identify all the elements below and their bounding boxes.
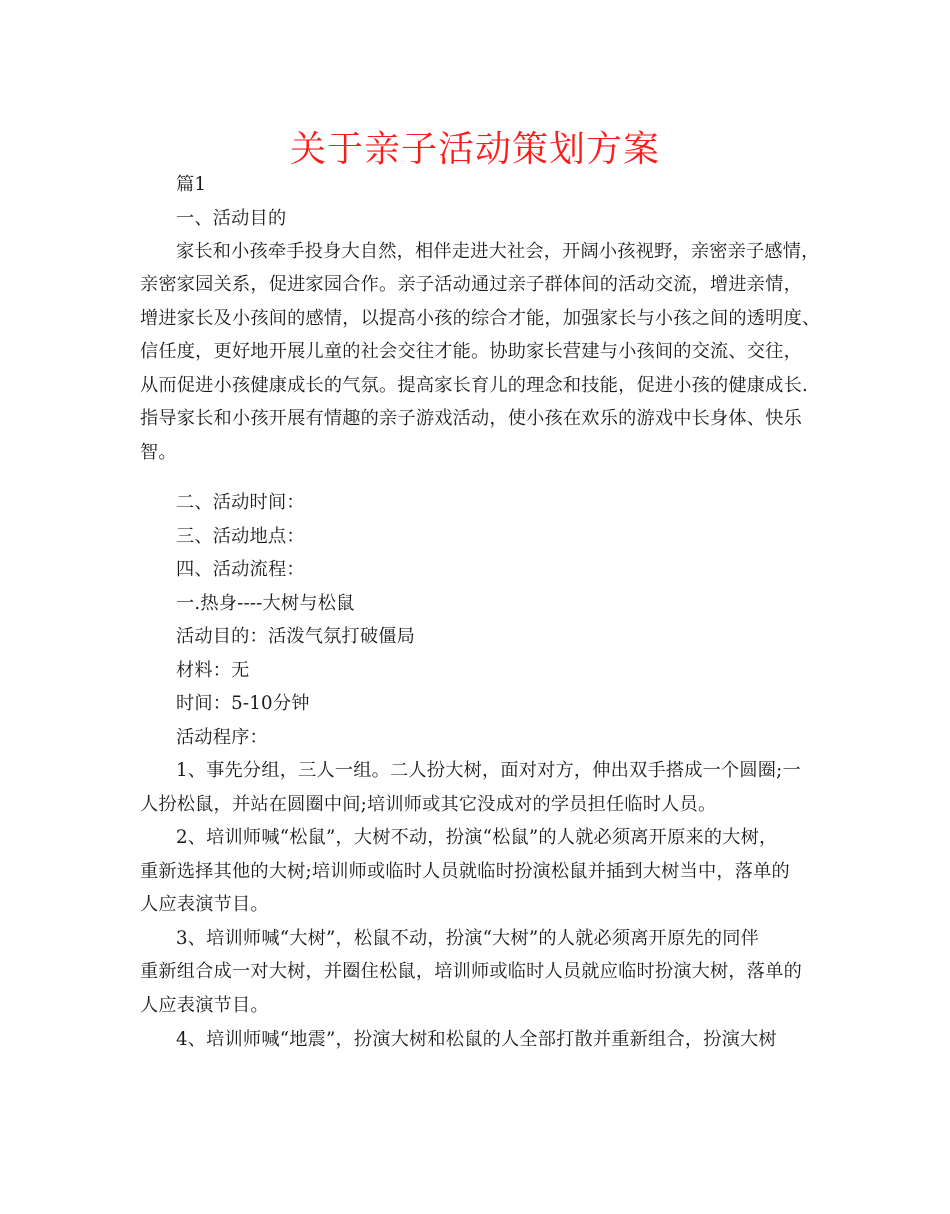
paragraph-line: 指导家长和小孩开展有情趣的亲子游戏活动，使小孩在欢乐的游戏中长身体、快乐 (140, 408, 802, 429)
activity-materials: 材料：无 (176, 660, 250, 681)
paragraph-line: 智。 (140, 442, 177, 463)
paragraph-line: 4、培训师喊“地震”，扮演大树和松鼠的人全部打散并重新组合，扮演大树 (176, 1029, 777, 1050)
paragraph-line: 信任度，更好地开展儿童的社会交往才能。协助家长营建与小孩间的交流、交往， (140, 341, 802, 362)
paragraph-line: 增进家长及小孩间的感情，以提高小孩的综合才能，加强家长与小孩之间的透明度、 (140, 308, 821, 329)
activity-goal: 活动目的：活泼气氛打破僵局 (176, 626, 416, 647)
subheading-warmup: 一.热身----大树与松鼠 (176, 593, 355, 614)
paragraph-line: 2、培训师喊“松鼠”，大树不动，扮演“松鼠”的人就必须离开原来的大树， (176, 827, 778, 848)
paragraph-line: 亲密家园关系，促进家园合作。亲子活动通过亲子群体间的活动交流，增进亲情， (140, 274, 802, 295)
paragraph-line: 3、培训师喊“大树”，松鼠不动，扮演“大树”的人就必须离开原先的同伴 (176, 928, 760, 949)
heading-activity-flow: 四、活动流程： (176, 559, 305, 580)
paragraph-line: 家长和小孩牵手投身大自然，相伴走进大社会，开阔小孩视野，亲密亲子感情， (176, 241, 820, 262)
paragraph-line: 人应表演节目。 (140, 894, 269, 915)
heading-activity-purpose: 一、活动目的 (176, 208, 287, 229)
paragraph-line: 1、事先分组，三人一组。二人扮大树，面对对方，伸出双手搭成一个圆圈;一 (176, 760, 801, 781)
paragraph-line: 人应表演节目。 (140, 995, 269, 1016)
paragraph-line: 从而促进小孩健康成长的气氛。提高家长育儿的理念和技能，促进小孩的健康成长. (140, 375, 808, 396)
activity-procedure-label: 活动程序： (176, 727, 268, 748)
activity-duration: 时间：5-10分钟 (176, 693, 310, 714)
document-title: 关于亲子活动策划方案 (289, 129, 660, 170)
heading-activity-time: 二、活动时间： (176, 492, 305, 513)
paragraph-line: 人扮松鼠，并站在圆圈中间;培训师或其它没成对的学员担任临时人员。 (140, 794, 717, 815)
section-label: 篇1 (176, 174, 207, 195)
paragraph-line: 重新选择其他的大树;培训师或临时人员就临时扮演松鼠并插到大树当中，落单的 (140, 861, 790, 882)
heading-activity-location: 三、活动地点： (176, 526, 305, 547)
paragraph-line: 重新组合成一对大树，并圈住松鼠，培训师或临时人员就应临时扮演大树，落单的 (140, 961, 802, 982)
